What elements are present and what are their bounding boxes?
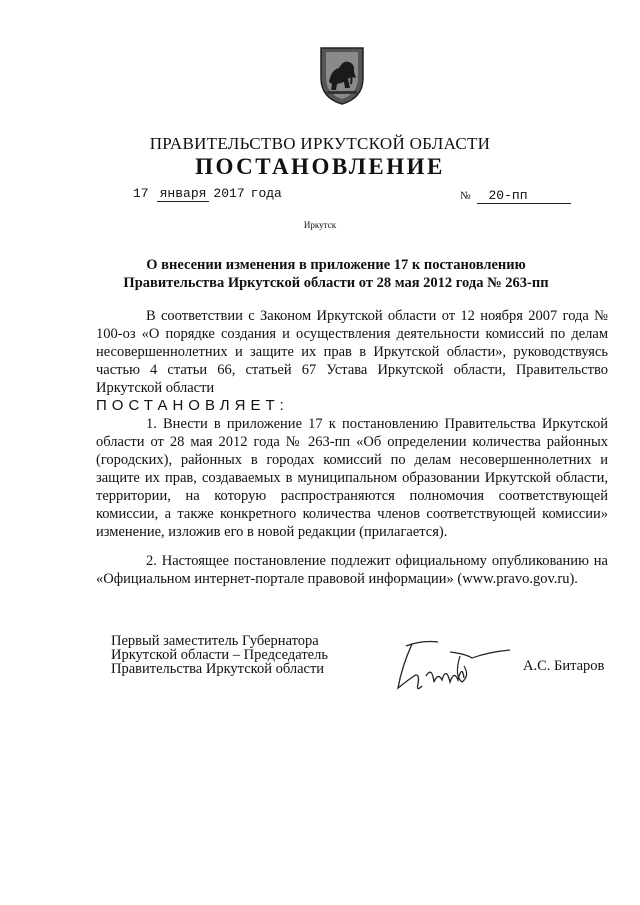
document-number [460,188,571,204]
item-2-paragraph: 2. Настоящее постановление подлежит официальному опубликованию на «Официальном интернет-портале правовой информации» (www.pravo.gov.ru). [96,553,608,587]
government-title: ПРАВИТЕЛЬСТВО ИРКУТСКОЙ ОБЛАСТИ [149,134,491,153]
number-sign: № [460,190,471,202]
coat-of-arms-icon [317,44,367,106]
handwritten-signature-icon [392,636,512,698]
date-year: 2017 [213,186,245,201]
document-date [133,186,282,202]
document-subject [96,256,576,292]
date-word: года [250,186,282,201]
position-line-1: Первый заместитель Губернатора [111,633,319,649]
preamble-paragraph: В соответствии с Законом Иркутской области от 12 ноября 2007 года № 100-оз «О порядке создания и осуществления деятельности комиссий по делам несовершеннолетних и защите их прав в Иркутской области», руководствуясь частью 4 статьи 66, статьей 67 Устава Иркутской области, Правительство Иркутской области [96,308,608,396]
document-type: ПОСТАНОВЛЕНИЕ [195,154,445,179]
position-line-3: Правительства Иркутской области [111,661,325,677]
signer-position [111,634,371,676]
signer-name: А.С. Битаров [523,658,605,674]
date-month: января [157,186,210,202]
subject-line-2: Правительства Иркутской области от 28 мая 2012 года № 263-пп [123,275,549,291]
item-1-paragraph: 1. Внести в приложение 17 к постановлению Правительства Иркутской области от 28 мая 2012 года № 263-пп «Об определении количества районных (городских), районных в городах комиссий по делам несовершеннолетних и защите их прав, создаваемых в муниципальном образовании Иркутской области, территории, на которую распространяются полномочия соответствующей комиссии, а также конкретного количества членов соответствующей комиссии» изменение, изложив его в новой редакции (прилагается). [96,416,608,540]
number-value: 20-пп [477,188,571,204]
subject-line-1: О внесении изменения в приложение 17 к постановлению [146,257,526,273]
position-line-2: Иркутской области – Председатель [111,647,328,663]
decree-word: ПОСТАНОВЛЯЕТ: [96,397,289,414]
city-name: Иркутск [303,220,337,230]
date-day: 17 [133,186,149,201]
